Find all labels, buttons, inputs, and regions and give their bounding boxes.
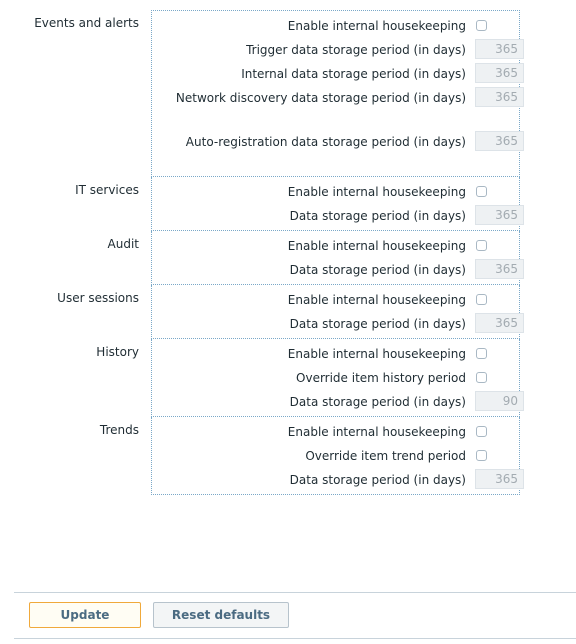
section-user-sessions bbox=[0, 285, 576, 339]
form-row bbox=[152, 129, 520, 173]
section-audit bbox=[0, 231, 576, 285]
override-trend-period-checkbox[interactable] bbox=[476, 450, 487, 461]
section-label: User sessions bbox=[57, 291, 139, 305]
storage-period-input[interactable] bbox=[475, 259, 524, 279]
storage-period-input[interactable] bbox=[475, 391, 524, 411]
field-label: Enable internal housekeeping bbox=[287, 19, 466, 33]
field-label: Enable internal housekeeping bbox=[287, 293, 466, 307]
enable-housekeeping-checkbox[interactable] bbox=[476, 186, 487, 197]
section-history bbox=[0, 339, 576, 417]
form-row bbox=[152, 389, 520, 413]
form-row bbox=[152, 85, 520, 129]
field-label: Data storage period (in days) bbox=[289, 209, 466, 223]
auto-registration-storage-period-input[interactable] bbox=[475, 131, 524, 151]
field-label: Data storage period (in days) bbox=[289, 473, 466, 487]
field-label: Enable internal housekeeping bbox=[287, 347, 466, 361]
storage-period-input[interactable] bbox=[475, 313, 524, 333]
form-row bbox=[152, 203, 520, 227]
field-label: Override item trend period bbox=[305, 449, 466, 463]
field-label: Internal data storage period (in days) bbox=[241, 67, 466, 81]
form-row bbox=[152, 257, 520, 281]
network-discovery-storage-period-input[interactable] bbox=[475, 87, 524, 107]
section-label: Events and alerts bbox=[34, 16, 139, 30]
form-row bbox=[152, 179, 520, 203]
trigger-storage-period-input[interactable] bbox=[475, 39, 524, 59]
form-row bbox=[152, 365, 520, 389]
field-label: Trigger data storage period (in days) bbox=[246, 43, 466, 57]
reset-defaults-button[interactable]: Reset defaults bbox=[153, 602, 289, 628]
form-row bbox=[152, 13, 520, 37]
form-row bbox=[152, 37, 520, 61]
form-row bbox=[152, 61, 520, 85]
section-fields bbox=[151, 417, 520, 495]
form-row bbox=[152, 443, 520, 467]
field-label: Network discovery data storage period (in days) bbox=[175, 91, 466, 105]
section-label: Trends bbox=[99, 423, 139, 437]
footer-divider bbox=[14, 638, 576, 639]
enable-housekeeping-checkbox[interactable] bbox=[476, 426, 487, 437]
housekeeping-form bbox=[0, 10, 576, 495]
section-fields bbox=[151, 10, 520, 177]
field-label: Auto-registration data storage period (in days) bbox=[185, 135, 466, 149]
section-trends bbox=[0, 417, 576, 495]
section-fields bbox=[151, 231, 520, 285]
storage-period-input[interactable] bbox=[475, 205, 524, 225]
section-label: IT services bbox=[75, 183, 139, 197]
section-fields bbox=[151, 177, 520, 231]
form-footer bbox=[0, 592, 576, 640]
field-label: Enable internal housekeeping bbox=[287, 185, 466, 199]
field-label: Enable internal housekeeping bbox=[287, 239, 466, 253]
internal-storage-period-input[interactable] bbox=[475, 63, 524, 83]
form-row bbox=[152, 311, 520, 335]
field-label: Data storage period (in days) bbox=[289, 263, 466, 277]
section-label: Audit bbox=[107, 237, 139, 251]
field-label: Enable internal housekeeping bbox=[287, 425, 466, 439]
form-row bbox=[152, 467, 520, 491]
update-button[interactable]: Update bbox=[29, 602, 141, 628]
form-row bbox=[152, 233, 520, 257]
enable-housekeeping-checkbox[interactable] bbox=[476, 294, 487, 305]
footer-divider bbox=[14, 592, 576, 593]
section-events-and-alerts bbox=[0, 10, 576, 177]
storage-period-input[interactable] bbox=[475, 469, 524, 489]
form-row bbox=[152, 419, 520, 443]
override-history-period-checkbox[interactable] bbox=[476, 372, 487, 383]
section-it-services bbox=[0, 177, 576, 231]
form-row bbox=[152, 287, 520, 311]
form-row bbox=[152, 341, 520, 365]
section-fields bbox=[151, 285, 520, 339]
enable-housekeeping-checkbox[interactable] bbox=[476, 240, 487, 251]
section-label: History bbox=[96, 345, 139, 359]
field-label: Override item history period bbox=[296, 371, 466, 385]
enable-housekeeping-checkbox[interactable] bbox=[476, 20, 487, 31]
field-label: Data storage period (in days) bbox=[289, 317, 466, 331]
field-label: Data storage period (in days) bbox=[289, 395, 466, 409]
section-fields bbox=[151, 339, 520, 417]
enable-housekeeping-checkbox[interactable] bbox=[476, 348, 487, 359]
